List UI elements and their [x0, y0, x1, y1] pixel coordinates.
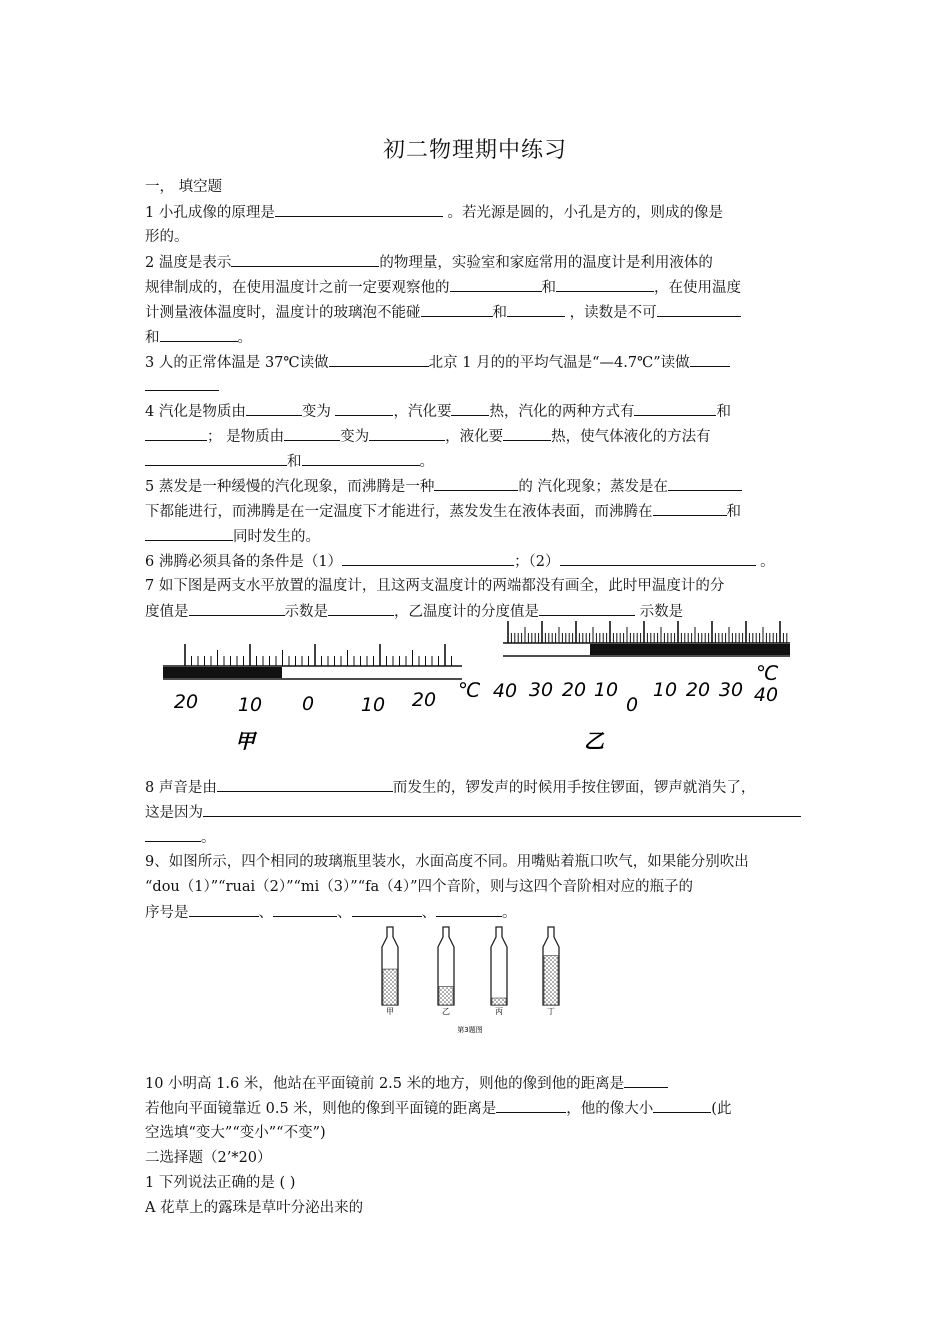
question-7-line-1: 7 如下图是两支水平放置的温度计，且这两支温度计的两端都没有画全，此时甲温度计的分: [145, 578, 725, 594]
q4-text: 热，汽化的两种方式有: [489, 404, 635, 420]
question-6-line-1: [145, 551, 775, 572]
q1-text: 1 小孔成像的原理是: [145, 205, 275, 221]
q2-text: 计测量液体温度时，温度计的玻璃泡不能碰: [145, 305, 421, 321]
unit-label: ℃: [458, 678, 481, 702]
liquid-column: [163, 667, 282, 678]
question-10-line-3: 空选填“变大”“变小”“不变”): [145, 1125, 326, 1141]
q10-text: 10 小明高 1.6 米，他站在平面镜前 2.5 米的地方，则他的像到他的距离是: [145, 1076, 625, 1092]
q2-text: 规律制成的，在使用温度计之前一定要观察他的: [145, 280, 450, 296]
question-2-line-4: [145, 327, 252, 348]
answer-blank[interactable]: [217, 777, 393, 792]
bottle-label: 乙: [442, 1007, 450, 1016]
answer-blank[interactable]: [246, 401, 302, 416]
q6-text: 。: [755, 554, 775, 570]
q4-text: 4 汽化是物质由: [145, 404, 246, 420]
q5-text: 和: [726, 504, 741, 520]
scale-label: 30: [528, 679, 554, 701]
question-9-line-2: “dou（1）”“ruai（2）”“mi（3）”“fa（4）”四个音阶，则与这四个音阶相对应的瓶子的: [145, 879, 694, 895]
q7-text: 示数是: [635, 604, 684, 620]
answer-blank[interactable]: [436, 902, 502, 917]
question-8-line-1: [145, 777, 755, 798]
section-heading-fill-in: 一， 填空题: [145, 179, 223, 195]
q10-text: ，他的像大小: [566, 1101, 654, 1117]
q4-text: ，液化要: [445, 429, 504, 445]
answer-blank[interactable]: [657, 302, 741, 317]
scale-label: 10: [652, 679, 678, 701]
q3-text: 3 人的正常体温是 37℃读做: [145, 355, 329, 371]
answer-blank[interactable]: [634, 401, 716, 416]
answer-blank[interactable]: [203, 802, 801, 817]
question-3-line-2: [145, 376, 219, 397]
q4-text: ，汽化要: [393, 404, 452, 420]
q2-text: 和: [541, 280, 556, 296]
scale-label: 10: [237, 694, 263, 716]
liquid-column: [590, 644, 790, 655]
mc-question-1: 1 下列说法正确的是 ( ): [145, 1175, 296, 1191]
question-2-line-1: [145, 252, 713, 273]
answer-blank[interactable]: [451, 401, 489, 416]
unit-label: ℃: [756, 661, 779, 685]
answer-blank[interactable]: [275, 202, 443, 217]
figure-label-jia: 甲: [235, 729, 255, 753]
answer-blank[interactable]: [189, 902, 259, 917]
q10-text: (此: [711, 1101, 732, 1117]
answer-blank[interactable]: [624, 1073, 668, 1088]
q9-text: 、: [421, 905, 436, 921]
q4-text: 变为: [340, 429, 370, 445]
q7-text: 度值是: [145, 604, 189, 620]
q8-text: 8 声音是由: [145, 780, 217, 796]
question-2-line-3: [145, 302, 741, 323]
q2-text: 2 温度是表示: [145, 255, 232, 271]
thermometer-yi: [493, 621, 790, 753]
bottle-label: 甲: [386, 1007, 394, 1016]
q4-text: 和: [287, 454, 302, 470]
answer-blank[interactable]: [145, 827, 201, 842]
q9-text: 。: [502, 905, 517, 921]
q5-text: 的 汽化现象；蒸发是在: [518, 479, 668, 495]
answer-blank[interactable]: [503, 426, 551, 441]
page-title: 初二物理期中练习: [382, 138, 567, 163]
scale-label: 40: [753, 684, 779, 706]
answer-blank[interactable]: [145, 426, 207, 441]
scale-label: 10: [593, 679, 619, 701]
answer-blank[interactable]: [189, 601, 285, 616]
scale-label: 20: [173, 691, 199, 713]
bottle-label: 丁: [547, 1007, 555, 1016]
q4-text: 变为: [301, 404, 336, 420]
answer-blank[interactable]: [450, 277, 542, 292]
thermometer-jia: [163, 644, 481, 753]
q8-text: 而发生的，锣发声的时候用手按住锣面，锣声就消失了，: [392, 780, 756, 796]
question-5-line-1: [145, 476, 742, 497]
q2-text: 。: [237, 330, 252, 346]
answer-blank[interactable]: [329, 352, 429, 367]
q5-text: 5 蒸发是一种缓慢的汽化现象，而沸腾是一种: [145, 479, 435, 495]
answer-blank[interactable]: [653, 1098, 711, 1113]
scale-label: 20: [685, 679, 711, 701]
answer-blank[interactable]: [560, 551, 756, 566]
answer-blank[interactable]: [352, 902, 422, 917]
scale-label: 30: [718, 679, 744, 701]
answer-blank[interactable]: [369, 426, 445, 441]
scale-label: 40: [492, 680, 518, 702]
answer-blank[interactable]: [328, 601, 394, 616]
scale-label: 0: [625, 694, 639, 716]
answer-blank[interactable]: [556, 277, 654, 292]
q5-text: 同时发生的。: [233, 529, 320, 545]
q7-text: ，乙温度计的分度值是: [394, 604, 539, 620]
question-9-line-3: [145, 902, 517, 923]
answer-blank[interactable]: [160, 327, 238, 342]
answer-blank[interactable]: [145, 526, 233, 541]
q1-text: 。若光源是圆的，小孔是方的，则成的像是: [442, 205, 723, 221]
q6-text: 6 沸腾必须具备的条件是（1）: [145, 554, 343, 570]
question-3-line-1: [145, 352, 730, 373]
q4-text: 热，使气体液化的方法有: [551, 429, 711, 445]
question-10-line-1: [145, 1073, 668, 1094]
question-5-line-2: [145, 501, 741, 522]
section-heading-multiple-choice: 二选择题（2’*20）: [145, 1150, 272, 1166]
q4-text: 和: [716, 404, 731, 420]
q10-text: 若他向平面镜靠近 0.5 米，则他的像到平面镜的距离是: [145, 1101, 497, 1117]
answer-blank[interactable]: [231, 252, 379, 267]
answer-blank[interactable]: [335, 401, 393, 416]
q6-text: ；（2）: [514, 554, 560, 570]
q9-text: 、: [258, 905, 273, 921]
answer-blank[interactable]: [539, 601, 635, 616]
q2-text: ，读数是不可: [565, 305, 657, 321]
bottle-water: [544, 956, 558, 1005]
question-10-line-2: [145, 1098, 731, 1119]
answer-blank[interactable]: [496, 1098, 566, 1113]
answer-blank[interactable]: [668, 476, 742, 491]
q4-text: 。: [419, 454, 434, 470]
question-5-line-3: [145, 526, 320, 547]
question-1-line-2: 形的。: [145, 229, 189, 245]
q4-text: ； 是物质由: [207, 429, 285, 445]
answer-blank[interactable]: [653, 501, 727, 516]
q9-text: 、: [337, 905, 352, 921]
answer-blank[interactable]: [145, 376, 219, 391]
answer-blank[interactable]: [284, 426, 340, 441]
bottle-water: [439, 986, 453, 1005]
scale-label: 10: [360, 694, 386, 716]
bottle-label: 丙: [495, 1007, 503, 1016]
glass-bottle: [491, 927, 507, 1005]
scale-label: 20: [411, 689, 437, 711]
answer-blank[interactable]: [302, 451, 420, 466]
q2-text: ，在使用温度: [654, 280, 741, 296]
figure-label-yi: 乙: [584, 729, 604, 753]
answer-blank[interactable]: [342, 551, 514, 566]
question-9-line-1: 9、如图所示，四个相同的玻璃瓶里装水，水面高度不同。用嘴贴着瓶口吹气，如果能分别吹出: [145, 854, 749, 870]
q8-text: 这是因为: [145, 805, 203, 821]
q5-text: 下都能进行，而沸腾是在一定温度下才能进行，蒸发发生在液体表面，而沸腾在: [145, 504, 653, 520]
q2-text: 和: [492, 305, 507, 321]
answer-blank[interactable]: [434, 476, 518, 491]
scale-label: 20: [561, 679, 587, 701]
thermometer-figure: [0, 618, 950, 758]
answer-blank[interactable]: [145, 451, 287, 466]
q8-text: 。: [201, 830, 216, 846]
figure-caption: 第3题图: [457, 1026, 483, 1034]
q2-text: 的物理量，实验室和家庭常用的温度计是利用液体的: [379, 255, 713, 271]
question-4-line-2: [145, 426, 711, 447]
answer-blank[interactable]: [273, 902, 337, 917]
question-2-line-2: [145, 277, 741, 298]
bottle-water: [383, 969, 397, 1005]
question-1-line-1: [145, 202, 723, 223]
q2-text: 和: [145, 330, 160, 346]
q9-text: 序号是: [145, 905, 189, 921]
question-4-line-3: [145, 451, 434, 472]
question-8-line-3: [145, 827, 216, 848]
mc-option-a: A 花草上的露珠是草叶分泌出来的: [145, 1200, 364, 1216]
bottle-water: [492, 998, 506, 1005]
bottles-figure: [0, 925, 950, 1055]
answer-blank[interactable]: [507, 302, 565, 317]
answer-blank[interactable]: [421, 302, 493, 317]
question-4-line-1: [145, 401, 731, 422]
answer-blank[interactable]: [690, 352, 730, 367]
scale-label: 0: [301, 693, 315, 715]
q3-text: 北京 1 月的的平均气温是“—4.7℃”读做: [428, 355, 690, 371]
q7-text: 示数是: [284, 604, 328, 620]
question-8-line-2: [145, 802, 801, 823]
